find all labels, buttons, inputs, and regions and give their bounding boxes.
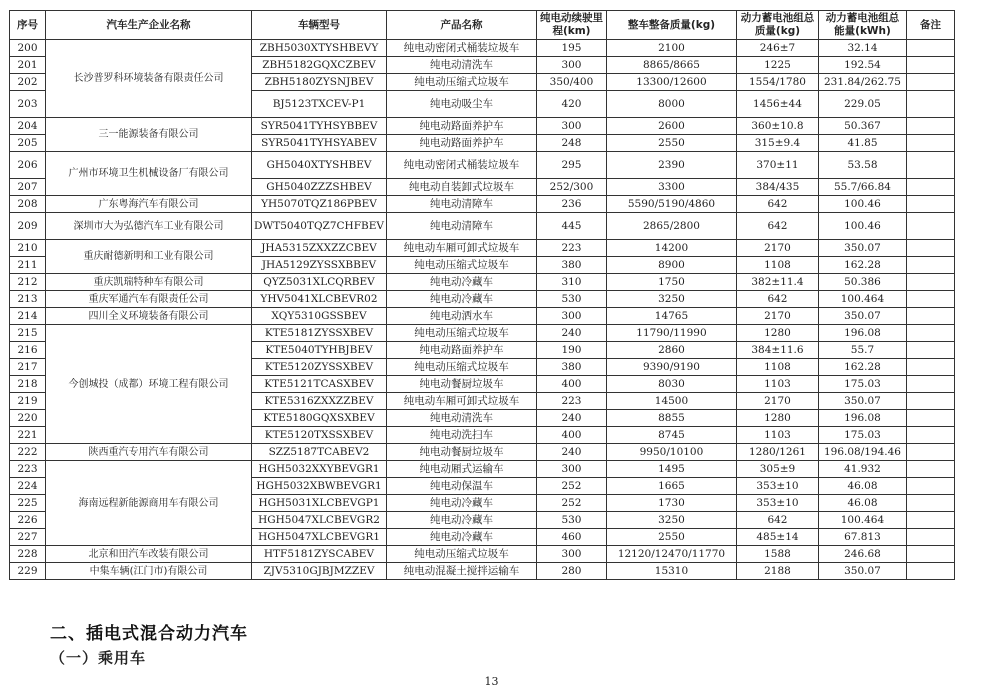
subsection-heading: （一）乘用车 <box>50 649 147 667</box>
cell-electric-range: 300 <box>536 118 606 135</box>
cell-battery-mass: 1554/1780 <box>736 74 818 91</box>
cell-electric-range: 300 <box>536 57 606 74</box>
cell-electric-range: 400 <box>536 376 606 393</box>
cell-electric-range: 252 <box>536 478 606 495</box>
header-product-name: 产品名称 <box>386 11 536 40</box>
cell-serial-no: 227 <box>10 529 46 546</box>
cell-vehicle-model: JHA5129ZYSSXBBEV <box>252 257 387 274</box>
cell-curb-mass: 5590/5190/4860 <box>606 196 736 213</box>
cell-vehicle-model: ZBH5180ZYSNJBEV <box>252 74 387 91</box>
cell-serial-no: 211 <box>10 257 46 274</box>
table-row <box>10 118 955 135</box>
cell-product-name: 纯电动清洗车 <box>386 410 536 427</box>
cell-electric-range: 530 <box>536 512 606 529</box>
header-vehicle-model: 车辆型号 <box>252 11 387 40</box>
cell-product-name: 纯电动冷藏车 <box>386 495 536 512</box>
table-row <box>10 461 955 478</box>
cell-vehicle-model: KTE5120TXSSXBEV <box>252 427 387 444</box>
table-row <box>10 546 955 563</box>
cell-remarks <box>906 196 954 213</box>
cell-product-name: 纯电动密闭式桶装垃圾车 <box>386 152 536 179</box>
cell-battery-energy: 162.28 <box>818 359 906 376</box>
cell-remarks <box>906 546 954 563</box>
cell-electric-range: 240 <box>536 410 606 427</box>
cell-battery-mass: 353±10 <box>736 478 818 495</box>
cell-product-name: 纯电动餐厨垃圾车 <box>386 444 536 461</box>
table-row <box>10 444 955 461</box>
cell-manufacturer: 重庆耐德新明和工业有限公司 <box>46 240 252 274</box>
cell-electric-range: 195 <box>536 40 606 57</box>
cell-remarks <box>906 135 954 152</box>
cell-serial-no: 213 <box>10 291 46 308</box>
cell-battery-mass: 305±9 <box>736 461 818 478</box>
cell-serial-no: 201 <box>10 57 46 74</box>
cell-remarks <box>906 325 954 342</box>
cell-remarks <box>906 393 954 410</box>
cell-electric-range: 223 <box>536 240 606 257</box>
cell-battery-mass: 1280 <box>736 325 818 342</box>
cell-manufacturer: 重庆凯瑞特种车有限公司 <box>46 274 252 291</box>
cell-product-name: 纯电动厢式运输车 <box>386 461 536 478</box>
cell-remarks <box>906 213 954 240</box>
table-row <box>10 152 955 179</box>
cell-electric-range: 223 <box>536 393 606 410</box>
cell-battery-energy: 350.07 <box>818 308 906 325</box>
cell-battery-mass: 642 <box>736 512 818 529</box>
cell-remarks <box>906 308 954 325</box>
cell-battery-mass: 1225 <box>736 57 818 74</box>
cell-curb-mass: 1665 <box>606 478 736 495</box>
cell-battery-energy: 229.05 <box>818 91 906 118</box>
cell-manufacturer: 陕西重汽专用汽车有限公司 <box>46 444 252 461</box>
cell-electric-range: 248 <box>536 135 606 152</box>
cell-manufacturer: 中集车辆(江门市)有限公司 <box>46 563 252 580</box>
cell-remarks <box>906 342 954 359</box>
cell-battery-energy: 100.464 <box>818 291 906 308</box>
cell-battery-mass: 246±7 <box>736 40 818 57</box>
cell-vehicle-model: SZZ5187TCABEV2 <box>252 444 387 461</box>
cell-product-name: 纯电动自装卸式垃圾车 <box>386 179 536 196</box>
cell-curb-mass: 3250 <box>606 512 736 529</box>
cell-battery-mass: 1280/1261 <box>736 444 818 461</box>
cell-battery-energy: 32.14 <box>818 40 906 57</box>
cell-curb-mass: 8745 <box>606 427 736 444</box>
table-row <box>10 213 955 240</box>
cell-battery-energy: 50.367 <box>818 118 906 135</box>
cell-vehicle-model: XQY5310GSSBEV <box>252 308 387 325</box>
cell-electric-range: 300 <box>536 308 606 325</box>
cell-vehicle-model: HGH5032XXYBEVGR1 <box>252 461 387 478</box>
cell-curb-mass: 8865/8665 <box>606 57 736 74</box>
cell-electric-range: 350/400 <box>536 74 606 91</box>
cell-product-name: 纯电动餐厨垃圾车 <box>386 376 536 393</box>
cell-serial-no: 215 <box>10 325 46 342</box>
cell-remarks <box>906 427 954 444</box>
cell-manufacturer: 四川全义环境装备有限公司 <box>46 308 252 325</box>
cell-product-name: 纯电动清障车 <box>386 196 536 213</box>
cell-vehicle-model: HGH5047XLCBEVGR2 <box>252 512 387 529</box>
cell-battery-mass: 2170 <box>736 240 818 257</box>
cell-product-name: 纯电动冷藏车 <box>386 512 536 529</box>
cell-serial-no: 207 <box>10 179 46 196</box>
cell-remarks <box>906 179 954 196</box>
cell-manufacturer: 今创城投（成都）环境工程有限公司 <box>46 325 252 444</box>
cell-battery-energy: 55.7/66.84 <box>818 179 906 196</box>
cell-remarks <box>906 376 954 393</box>
cell-vehicle-model: JHA5315ZXXZZCBEV <box>252 240 387 257</box>
cell-vehicle-model: HGH5047XLCBEVGR1 <box>252 529 387 546</box>
cell-battery-mass: 485±14 <box>736 529 818 546</box>
cell-product-name: 纯电动压缩式垃圾车 <box>386 546 536 563</box>
cell-vehicle-model: GH5040XTYSHBEV <box>252 152 387 179</box>
cell-electric-range: 190 <box>536 342 606 359</box>
header-manufacturer: 汽车生产企业名称 <box>46 11 252 40</box>
cell-product-name: 纯电动吸尘车 <box>386 91 536 118</box>
cell-remarks <box>906 274 954 291</box>
cell-product-name: 纯电动车厢可卸式垃圾车 <box>386 393 536 410</box>
cell-serial-no: 200 <box>10 40 46 57</box>
cell-curb-mass: 12120/12470/11770 <box>606 546 736 563</box>
cell-electric-range: 236 <box>536 196 606 213</box>
cell-curb-mass: 2865/2800 <box>606 213 736 240</box>
cell-battery-mass: 1103 <box>736 427 818 444</box>
cell-curb-mass: 8000 <box>606 91 736 118</box>
cell-vehicle-model: KTE5040TYHBJBEV <box>252 342 387 359</box>
cell-curb-mass: 1750 <box>606 274 736 291</box>
cell-battery-energy: 350.07 <box>818 563 906 580</box>
cell-electric-range: 252 <box>536 495 606 512</box>
cell-remarks <box>906 563 954 580</box>
cell-manufacturer: 三一能源装备有限公司 <box>46 118 252 152</box>
cell-remarks <box>906 240 954 257</box>
cell-curb-mass: 2390 <box>606 152 736 179</box>
page-number: 13 <box>484 675 499 688</box>
cell-curb-mass: 11790/11990 <box>606 325 736 342</box>
cell-battery-energy: 162.28 <box>818 257 906 274</box>
cell-battery-energy: 100.46 <box>818 196 906 213</box>
cell-battery-energy: 100.464 <box>818 512 906 529</box>
cell-battery-mass: 384±11.6 <box>736 342 818 359</box>
cell-battery-energy: 231.84/262.75 <box>818 74 906 91</box>
cell-battery-energy: 196.08 <box>818 325 906 342</box>
cell-curb-mass: 1730 <box>606 495 736 512</box>
cell-remarks <box>906 152 954 179</box>
cell-remarks <box>906 257 954 274</box>
cell-battery-mass: 2170 <box>736 393 818 410</box>
cell-remarks <box>906 495 954 512</box>
header-remarks: 备注 <box>906 11 954 40</box>
cell-product-name: 纯电动冷藏车 <box>386 529 536 546</box>
cell-curb-mass: 13300/12600 <box>606 74 736 91</box>
cell-serial-no: 206 <box>10 152 46 179</box>
cell-manufacturer: 广州市环境卫生机械设备厂有限公司 <box>46 152 252 196</box>
cell-curb-mass: 14200 <box>606 240 736 257</box>
cell-curb-mass: 3250 <box>606 291 736 308</box>
cell-product-name: 纯电动路面养护车 <box>386 118 536 135</box>
cell-electric-range: 280 <box>536 563 606 580</box>
cell-product-name: 纯电动压缩式垃圾车 <box>386 257 536 274</box>
cell-battery-mass: 1588 <box>736 546 818 563</box>
cell-electric-range: 530 <box>536 291 606 308</box>
cell-vehicle-model: HGH5031XLCBEVGP1 <box>252 495 387 512</box>
table-row <box>10 325 955 342</box>
cell-manufacturer: 海南远程新能源商用车有限公司 <box>46 461 252 546</box>
cell-serial-no: 220 <box>10 410 46 427</box>
cell-product-name: 纯电动混凝土搅拌运输车 <box>386 563 536 580</box>
table-row <box>10 196 955 213</box>
cell-battery-energy: 41.85 <box>818 135 906 152</box>
cell-battery-mass: 642 <box>736 213 818 240</box>
cell-electric-range: 240 <box>536 325 606 342</box>
cell-serial-no: 221 <box>10 427 46 444</box>
table-row <box>10 308 955 325</box>
cell-vehicle-model: KTE5180GQXSXBEV <box>252 410 387 427</box>
cell-remarks <box>906 74 954 91</box>
cell-remarks <box>906 359 954 376</box>
cell-battery-mass: 2170 <box>736 308 818 325</box>
cell-battery-energy: 350.07 <box>818 393 906 410</box>
table-row <box>10 240 955 257</box>
cell-battery-energy: 175.03 <box>818 427 906 444</box>
cell-manufacturer: 重庆军通汽车有限责任公司 <box>46 291 252 308</box>
cell-battery-mass: 642 <box>736 196 818 213</box>
table-row <box>10 274 955 291</box>
cell-vehicle-model: QYZ5031XLCQRBEV <box>252 274 387 291</box>
header-curb-mass: 整车整备质量(kg) <box>606 11 736 40</box>
cell-serial-no: 212 <box>10 274 46 291</box>
cell-serial-no: 210 <box>10 240 46 257</box>
section-heading: 二、插电式混合动力汽车 <box>50 624 248 644</box>
cell-electric-range: 400 <box>536 427 606 444</box>
cell-serial-no: 224 <box>10 478 46 495</box>
cell-battery-energy: 67.813 <box>818 529 906 546</box>
cell-battery-energy: 100.46 <box>818 213 906 240</box>
cell-electric-range: 310 <box>536 274 606 291</box>
cell-battery-mass: 360±10.8 <box>736 118 818 135</box>
cell-remarks <box>906 529 954 546</box>
header-serial-no: 序号 <box>10 11 46 40</box>
cell-vehicle-model: YHV5041XLCBEVR02 <box>252 291 387 308</box>
cell-product-name: 纯电动冷藏车 <box>386 274 536 291</box>
vehicle-catalog-table <box>9 10 955 580</box>
cell-product-name: 纯电动压缩式垃圾车 <box>386 325 536 342</box>
cell-product-name: 纯电动清洗车 <box>386 57 536 74</box>
cell-product-name: 纯电动密闭式桶装垃圾车 <box>386 40 536 57</box>
header-battery-mass: 动力蓄电池组总质量(kg) <box>736 11 818 40</box>
cell-serial-no: 205 <box>10 135 46 152</box>
cell-serial-no: 204 <box>10 118 46 135</box>
cell-electric-range: 380 <box>536 359 606 376</box>
table-header-row <box>10 11 955 40</box>
cell-remarks <box>906 444 954 461</box>
cell-product-name: 纯电动路面养护车 <box>386 342 536 359</box>
header-electric-range: 纯电动续驶里程(km) <box>536 11 606 40</box>
cell-curb-mass: 15310 <box>606 563 736 580</box>
cell-battery-mass: 384/435 <box>736 179 818 196</box>
cell-battery-energy: 196.08 <box>818 410 906 427</box>
table-row <box>10 291 955 308</box>
cell-battery-energy: 50.386 <box>818 274 906 291</box>
cell-battery-energy: 55.7 <box>818 342 906 359</box>
cell-electric-range: 252/300 <box>536 179 606 196</box>
cell-curb-mass: 3300 <box>606 179 736 196</box>
cell-curb-mass: 9950/10100 <box>606 444 736 461</box>
cell-curb-mass: 8855 <box>606 410 736 427</box>
cell-serial-no: 216 <box>10 342 46 359</box>
cell-serial-no: 214 <box>10 308 46 325</box>
cell-serial-no: 203 <box>10 91 46 118</box>
cell-serial-no: 226 <box>10 512 46 529</box>
cell-curb-mass: 2550 <box>606 529 736 546</box>
cell-battery-mass: 1108 <box>736 359 818 376</box>
table-row <box>10 563 955 580</box>
cell-vehicle-model: ZJV5310GJBJMZZEV <box>252 563 387 580</box>
cell-product-name: 纯电动压缩式垃圾车 <box>386 74 536 91</box>
cell-curb-mass: 8900 <box>606 257 736 274</box>
cell-serial-no: 229 <box>10 563 46 580</box>
cell-battery-mass: 2188 <box>736 563 818 580</box>
cell-serial-no: 219 <box>10 393 46 410</box>
cell-serial-no: 208 <box>10 196 46 213</box>
cell-remarks <box>906 57 954 74</box>
cell-curb-mass: 2600 <box>606 118 736 135</box>
cell-remarks <box>906 40 954 57</box>
cell-curb-mass: 14500 <box>606 393 736 410</box>
cell-battery-mass: 1103 <box>736 376 818 393</box>
cell-vehicle-model: SYR5041TYHSYABEV <box>252 135 387 152</box>
cell-electric-range: 380 <box>536 257 606 274</box>
cell-battery-energy: 53.58 <box>818 152 906 179</box>
cell-vehicle-model: HGH5032XBWBEVGR1 <box>252 478 387 495</box>
cell-product-name: 纯电动洒水车 <box>386 308 536 325</box>
cell-battery-energy: 196.08/194.46 <box>818 444 906 461</box>
cell-manufacturer: 北京和田汽车改装有限公司 <box>46 546 252 563</box>
cell-product-name: 纯电动洗扫车 <box>386 427 536 444</box>
cell-electric-range: 420 <box>536 91 606 118</box>
cell-battery-energy: 46.08 <box>818 478 906 495</box>
header-battery-energy: 动力蓄电池组总能量(kWh) <box>818 11 906 40</box>
table-row <box>10 40 955 57</box>
cell-battery-mass: 382±11.4 <box>736 274 818 291</box>
cell-remarks <box>906 512 954 529</box>
cell-battery-mass: 642 <box>736 291 818 308</box>
cell-battery-energy: 46.08 <box>818 495 906 512</box>
cell-serial-no: 223 <box>10 461 46 478</box>
cell-curb-mass: 8030 <box>606 376 736 393</box>
cell-battery-mass: 370±11 <box>736 152 818 179</box>
cell-manufacturer: 深圳市大为弘德汽车工业有限公司 <box>46 213 252 240</box>
cell-vehicle-model: ZBH5030XTYSHBEVY <box>252 40 387 57</box>
cell-product-name: 纯电动清障车 <box>386 213 536 240</box>
cell-remarks <box>906 461 954 478</box>
cell-vehicle-model: KTE5121TCASXBEV <box>252 376 387 393</box>
cell-serial-no: 228 <box>10 546 46 563</box>
cell-remarks <box>906 91 954 118</box>
cell-serial-no: 217 <box>10 359 46 376</box>
cell-curb-mass: 2860 <box>606 342 736 359</box>
cell-vehicle-model: KTE5181ZYSSXBEV <box>252 325 387 342</box>
cell-battery-mass: 315±9.4 <box>736 135 818 152</box>
cell-curb-mass: 9390/9190 <box>606 359 736 376</box>
cell-battery-energy: 350.07 <box>818 240 906 257</box>
cell-remarks <box>906 410 954 427</box>
cell-remarks <box>906 478 954 495</box>
cell-vehicle-model: SYR5041TYHSYBBEV <box>252 118 387 135</box>
cell-curb-mass: 1495 <box>606 461 736 478</box>
cell-curb-mass: 2100 <box>606 40 736 57</box>
cell-vehicle-model: ZBH5182GQXCZBEV <box>252 57 387 74</box>
cell-battery-energy: 246.68 <box>818 546 906 563</box>
cell-electric-range: 300 <box>536 461 606 478</box>
cell-serial-no: 222 <box>10 444 46 461</box>
cell-serial-no: 218 <box>10 376 46 393</box>
cell-product-name: 纯电动车厢可卸式垃圾车 <box>386 240 536 257</box>
cell-serial-no: 209 <box>10 213 46 240</box>
cell-electric-range: 295 <box>536 152 606 179</box>
cell-vehicle-model: BJ5123TXCEV-P1 <box>252 91 387 118</box>
cell-electric-range: 460 <box>536 529 606 546</box>
cell-electric-range: 445 <box>536 213 606 240</box>
cell-serial-no: 202 <box>10 74 46 91</box>
cell-curb-mass: 14765 <box>606 308 736 325</box>
cell-battery-energy: 41.932 <box>818 461 906 478</box>
cell-vehicle-model: KTE5120ZYSSXBEV <box>252 359 387 376</box>
cell-electric-range: 300 <box>536 546 606 563</box>
cell-manufacturer: 广东粤海汽车有限公司 <box>46 196 252 213</box>
cell-vehicle-model: YH5070TQZ186PBEV <box>252 196 387 213</box>
cell-battery-mass: 1456±44 <box>736 91 818 118</box>
cell-vehicle-model: HTF5181ZYSCABEV <box>252 546 387 563</box>
cell-product-name: 纯电动冷藏车 <box>386 291 536 308</box>
cell-battery-energy: 175.03 <box>818 376 906 393</box>
cell-product-name: 纯电动路面养护车 <box>386 135 536 152</box>
cell-manufacturer: 长沙普罗科环境装备有限责任公司 <box>46 40 252 118</box>
cell-remarks <box>906 118 954 135</box>
cell-remarks <box>906 291 954 308</box>
cell-curb-mass: 2550 <box>606 135 736 152</box>
cell-serial-no: 225 <box>10 495 46 512</box>
cell-product-name: 纯电动压缩式垃圾车 <box>386 359 536 376</box>
cell-battery-energy: 192.54 <box>818 57 906 74</box>
cell-battery-mass: 1108 <box>736 257 818 274</box>
cell-vehicle-model: DWT5040TQZ7CHFBEV <box>252 213 387 240</box>
cell-battery-mass: 353±10 <box>736 495 818 512</box>
cell-vehicle-model: GH5040ZZZSHBEV <box>252 179 387 196</box>
cell-battery-mass: 1280 <box>736 410 818 427</box>
cell-electric-range: 240 <box>536 444 606 461</box>
cell-product-name: 纯电动保温车 <box>386 478 536 495</box>
table-body <box>10 40 955 580</box>
cell-vehicle-model: KTE5316ZXXZZBEV <box>252 393 387 410</box>
